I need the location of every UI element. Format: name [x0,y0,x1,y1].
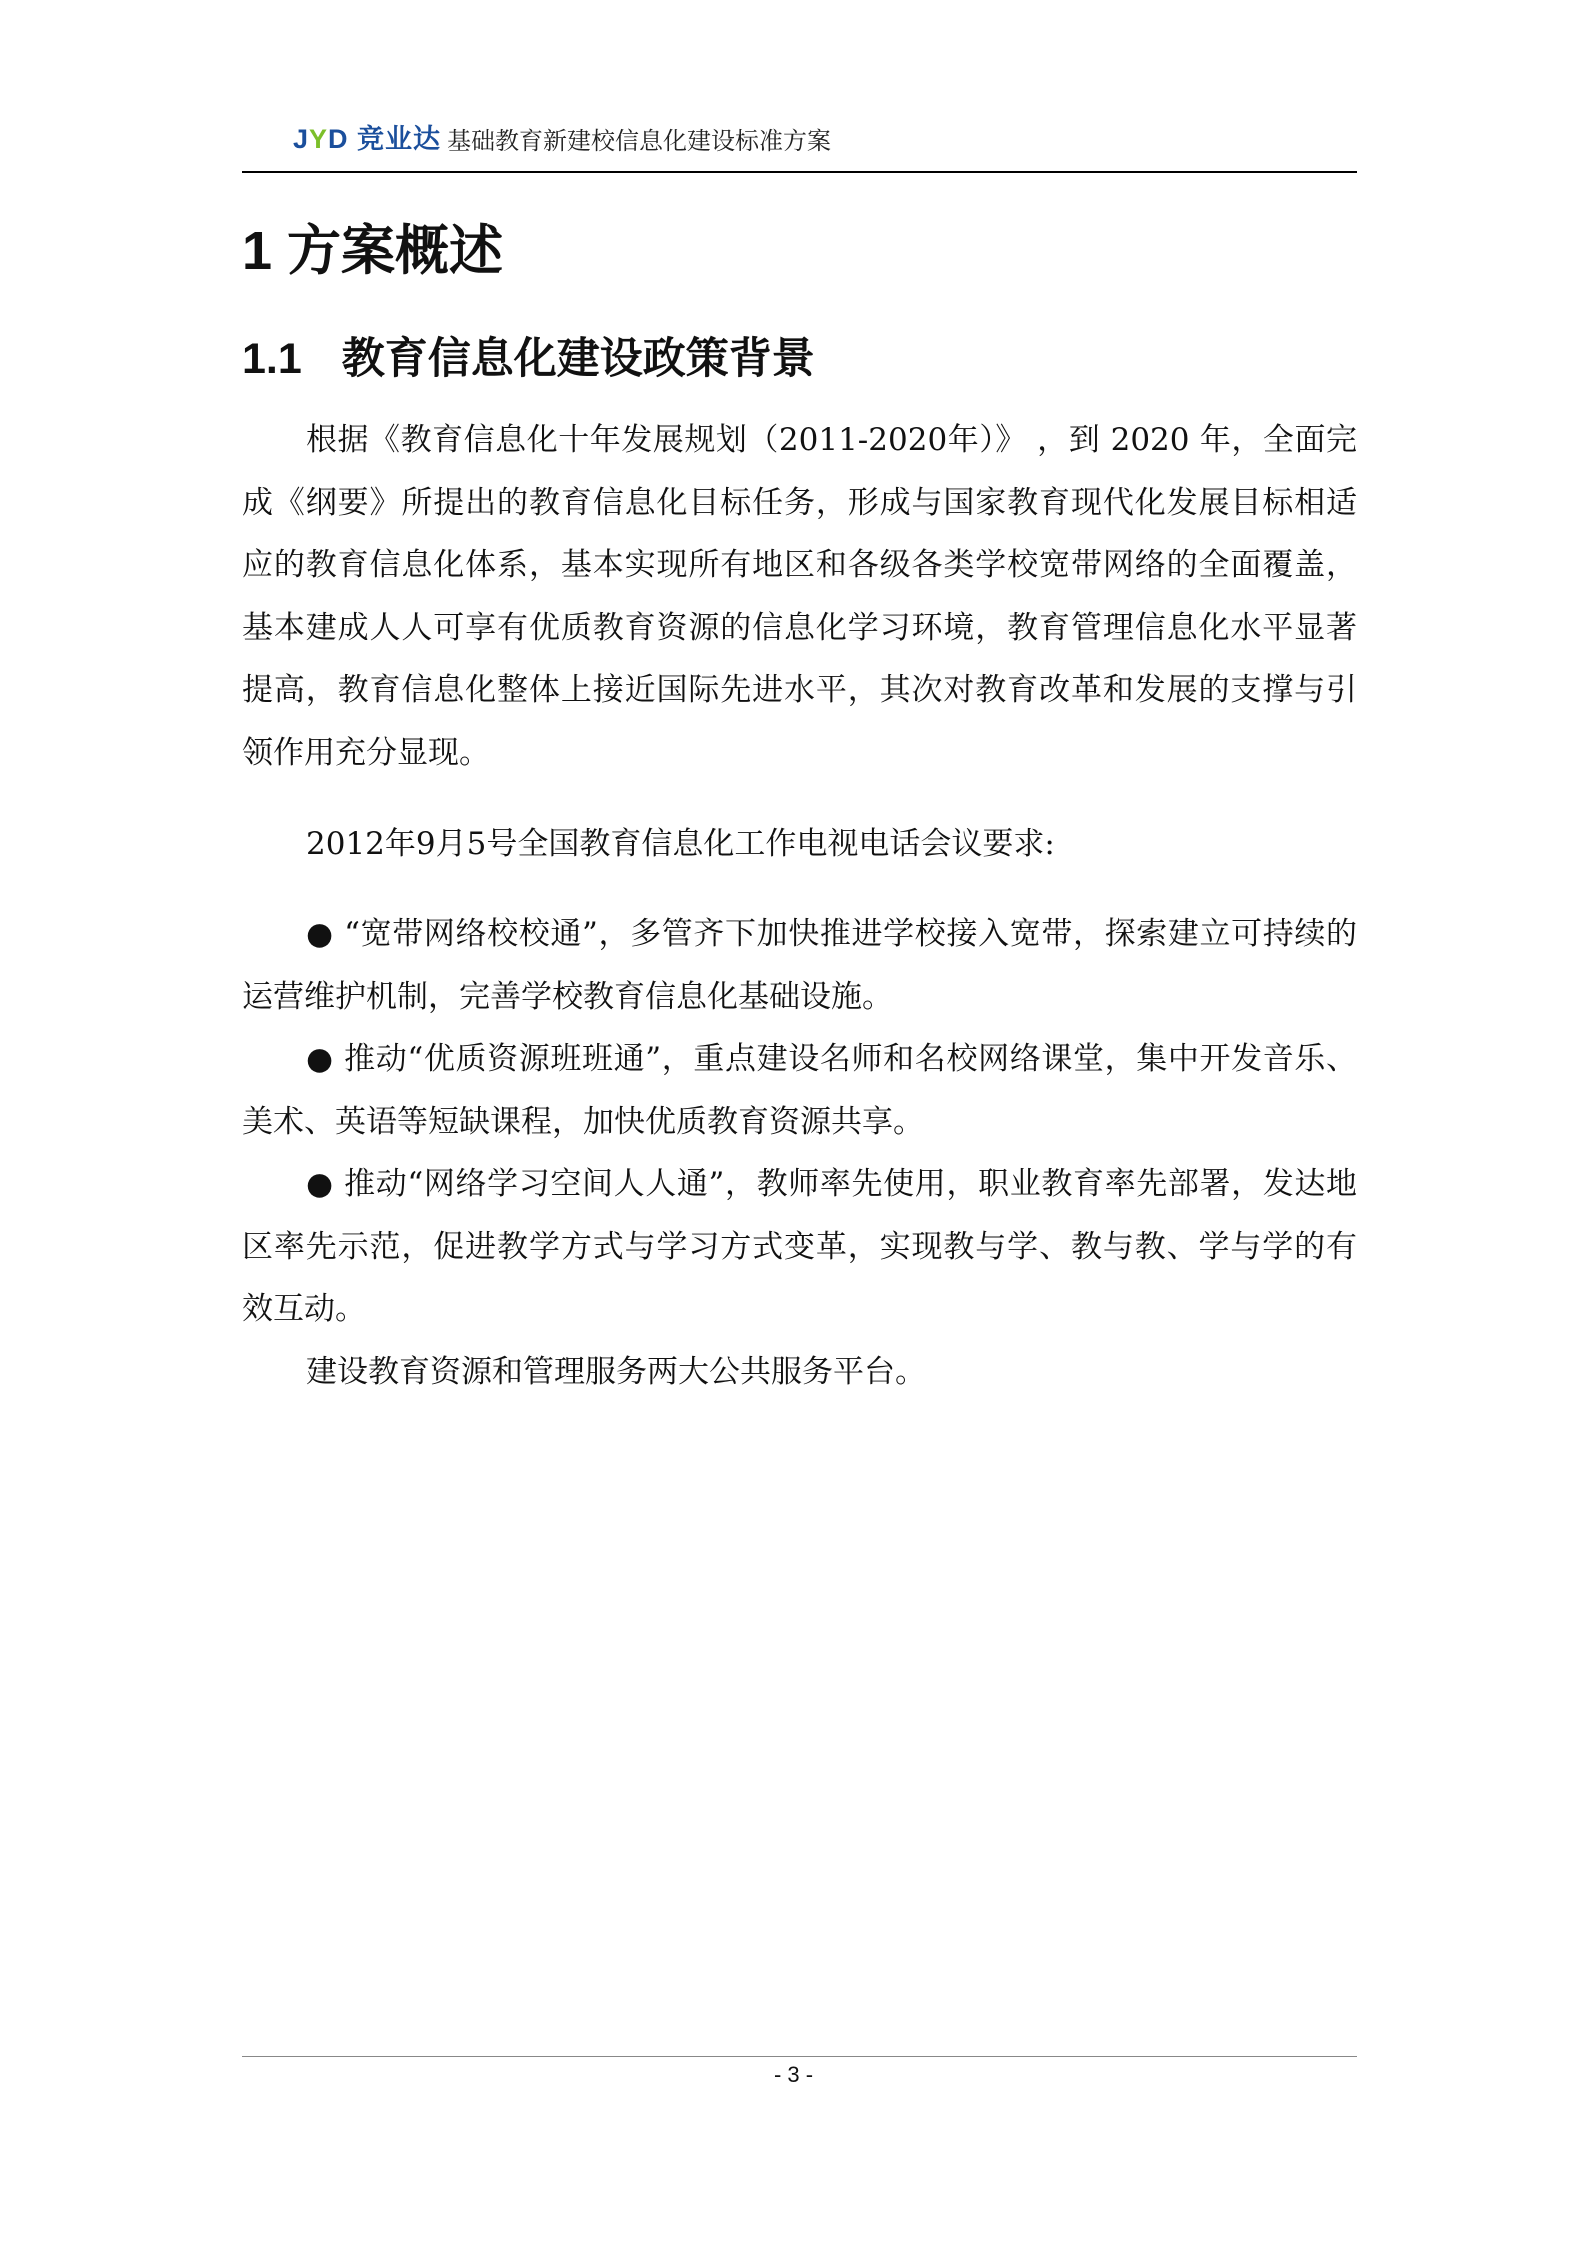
bullet-item: ● 推动“优质资源班班通”，重点建设名师和名校网络课堂，集中开发音乐、美术、英语等短缺课程，加快优质教育资源共享。 [242,1041,1357,1140]
logo-cn: 竞业达 [348,124,442,154]
section-number: 1.1 [242,335,302,383]
header-rule [242,171,1357,173]
section-heading [242,325,815,386]
logo-y: Y [309,124,329,154]
section-title: 教育信息化建设政策背景 [341,335,815,383]
document-title: 基础教育新建校信息化建设标准方案 [447,127,832,155]
logo-d: D [328,124,349,154]
company-logo [293,117,441,156]
bullet-item: ● “宽带网络校校通”，多管齐下加快推进学校接入宽带，探索建立可持续的运营维护机制，完善学校教育信息化基础设施。 [242,916,1357,1015]
bullet-item: ● 推动“网络学习空间人人通”，教师率先使用，职业教育率先部署，发达地区率先示范，促进教学方式与学习方式变革，实现教与学、教与教、学与学的有效互动。 [242,1166,1357,1328]
closing-paragraph: 建设教育资源和管理服务两大公共服务平台。 [306,1354,926,1390]
page-number: - 3 - [773,2062,814,2087]
logo-j: J [293,124,310,154]
page-header [293,112,831,156]
chapter-heading: 1 方案概述 [242,221,504,281]
intro-paragraph: 根据《教育信息化十年发展规划（2011-2020年）》 ，到 2020 年，全面完成《纲要》所提出的教育信息化目标任务，形成与国家教育现代化发展目标相适应的教育信息化体系，基本实现所有地区和各级各类学校宽带网络的全面覆盖，基本建成人人可享有优质教育资源的信息化学习环境，教育管理信息化水平显著提高，教育信息化整体上接近国际先进水平，其次对教育改革和发展的支撑与引领作用充分显现。 [242,422,1357,771]
meeting-paragraph: 2012年9月5号全国教育信息化工作电视电话会议要求: [306,826,1055,862]
footer-rule [242,2056,1357,2057]
